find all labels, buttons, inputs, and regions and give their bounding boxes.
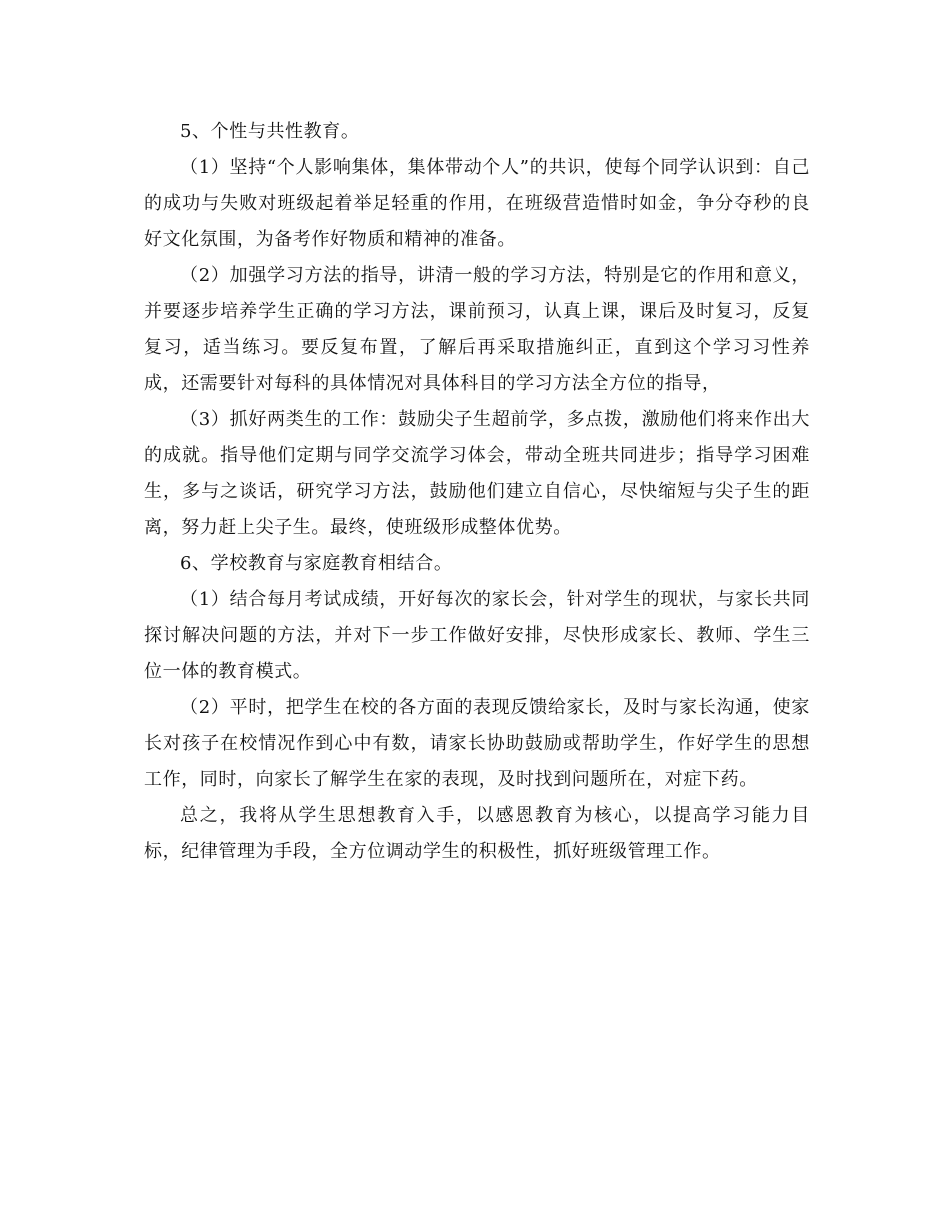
section-heading-5: 5、个性与共性教育。 xyxy=(180,121,360,142)
paragraph-5-2: （2）加强学习方法的指导，讲清一般的学习方法，特别是它的作用和意义，并要逐步培养学生正确的学习方法，课前预习，认真上课，课后及时复习，反复复习，适当练习。要反复布置，了解后再采取措施纠正，直到这个学习习性养成，还需要针对每科的具体情况对具体科目的学习方法全方位的指导， xyxy=(144,265,810,394)
section-heading-6: 6、学校教育与家庭教育相结合。 xyxy=(180,553,453,574)
conclusion-paragraph: 总之，我将从学生思想教育入手，以感恩教育为核心，以提高学习能力目标，纪律管理为手段，全方位调动学生的积极性，抓好班级管理工作。 xyxy=(144,805,810,862)
paragraph-5-1: （1）坚持“个人影响集体，集体带动个人”的共识，使每个同学认识到：自己的成功与失败对班级起着举足轻重的作用，在班级营造惜时如金，争分夺秒的良好文化氛围，为备考作好物质和精神的准备。 xyxy=(144,157,810,250)
paragraph-6-2: （2）平时，把学生在校的各方面的表现反馈给家长，及时与家长沟通，使家长对孩子在校情况作到心中有数，请家长协助鼓励或帮助学生，作好学生的思想工作，同时，向家长了解学生在家的表现，及时找到问题所在，对症下药。 xyxy=(144,697,810,790)
paragraph-6-1: （1）结合每月考试成绩，开好每次的家长会，针对学生的现状，与家长共同探讨解决问题的方法，并对下一步工作做好安排，尽快形成家长、教师、学生三位一体的教育模式。 xyxy=(144,589,810,682)
document-body xyxy=(144,114,810,870)
paragraph-5-3: （3）抓好两类生的工作：鼓励尖子生超前学，多点拨，激励他们将来作出大的成就。指导他们定期与同学交流学习体会，带动全班共同进步；指导学习困难生，多与之谈话，研究学习方法，鼓励他们建立自信心，尽快缩短与尖子生的距离，努力赶上尖子生。最终，使班级形成整体优势。 xyxy=(144,409,810,538)
